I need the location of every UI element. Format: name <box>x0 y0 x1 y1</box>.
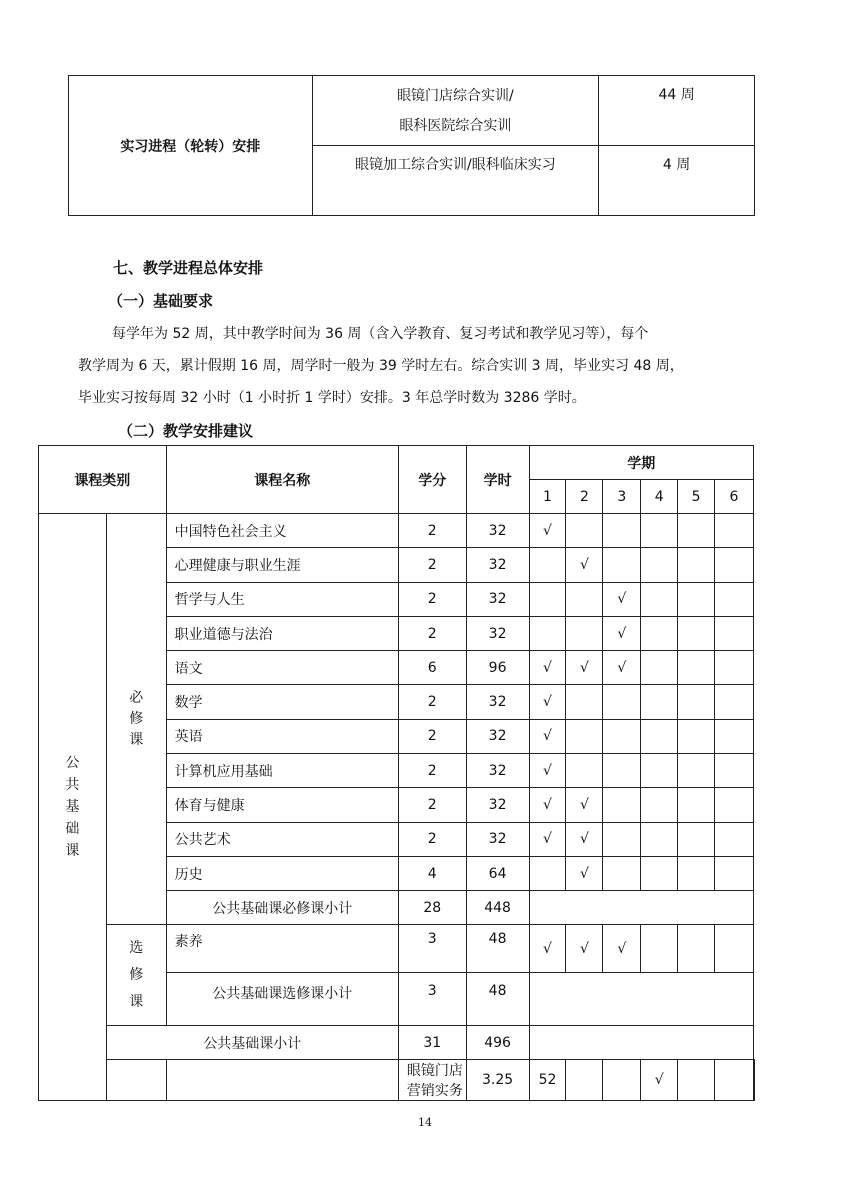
term-mark <box>715 788 754 822</box>
course-credit: 2 <box>398 685 466 719</box>
course-hours: 32 <box>466 514 529 548</box>
elective-subtotal-name: 公共基础课选修课小计 <box>166 973 398 1026</box>
term-mark: √ <box>566 548 603 582</box>
course-hours: 64 <box>466 856 529 890</box>
course-name: 语文 <box>166 651 398 685</box>
required-subtotal-name: 公共基础课必修课小计 <box>166 891 398 925</box>
subtotal-row <box>39 1026 755 1060</box>
header-credit: 学分 <box>398 446 466 514</box>
header-course: 课程名称 <box>166 446 398 514</box>
group-subtotal-name: 公共基础课小计 <box>106 1026 398 1060</box>
term-mark: √ <box>603 582 641 616</box>
course-credit: 2 <box>398 548 466 582</box>
term-mark <box>641 719 678 753</box>
term-mark <box>715 548 754 582</box>
course-hours: 32 <box>466 788 529 822</box>
group-label-cell <box>39 514 107 1101</box>
term-mark <box>678 1060 715 1101</box>
term-mark <box>678 856 715 890</box>
course-name: 英语 <box>166 719 398 753</box>
page-number: 14 <box>418 1116 432 1129</box>
term-mark <box>603 788 641 822</box>
term-mark <box>715 822 754 856</box>
term-mark <box>566 616 603 650</box>
course-name: 眼镜门店营销实务 <box>398 1060 466 1101</box>
elective-subtotal-credit: 3 <box>398 973 466 1026</box>
term-mark <box>715 856 754 890</box>
header-term: 3 <box>603 480 641 514</box>
rotation-row1-weeks: 44 周 <box>599 76 755 146</box>
header-term: 6 <box>715 480 754 514</box>
rotation-row1-line2: 眼科医院综合实训 <box>399 117 512 134</box>
empty-cell <box>529 1026 753 1060</box>
term-mark <box>566 582 603 616</box>
paragraph-line-3: 毕业实习按每周 32 小时（1 小时折 1 学时）安排。3 年总学时数为 3286 学时。 <box>78 390 586 406</box>
term-mark <box>678 651 715 685</box>
course-hours: 32 <box>466 754 529 788</box>
term-mark <box>715 754 754 788</box>
course-hours: 32 <box>466 582 529 616</box>
term-mark <box>715 1060 754 1101</box>
term-mark <box>566 514 603 548</box>
required-subtotal-credit: 28 <box>398 891 466 925</box>
course-hours: 32 <box>466 548 529 582</box>
term-mark: √ <box>603 651 641 685</box>
term-mark <box>603 548 641 582</box>
term-mark <box>678 788 715 822</box>
term-mark <box>603 856 641 890</box>
term-mark <box>603 1060 641 1101</box>
term-mark <box>715 651 754 685</box>
elective-label-cell <box>106 925 166 1026</box>
term-mark <box>566 685 603 719</box>
term-mark <box>603 685 641 719</box>
empty-cell <box>166 1060 398 1101</box>
course-name: 数学 <box>166 685 398 719</box>
empty-cell <box>529 891 753 925</box>
term-mark <box>641 582 678 616</box>
term-mark <box>566 1060 603 1101</box>
course-credit: 3.25 <box>466 1060 529 1101</box>
course-hours: 32 <box>466 685 529 719</box>
term-mark <box>641 685 678 719</box>
header-term: 4 <box>641 480 678 514</box>
term-mark <box>529 548 566 582</box>
term-mark <box>678 514 715 548</box>
course-credit: 2 <box>398 514 466 548</box>
term-mark <box>678 582 715 616</box>
term-mark: √ <box>603 616 641 650</box>
course-credit: 2 <box>398 788 466 822</box>
term-mark <box>678 822 715 856</box>
paragraph-line-2: 教学周为 6 天，累计假期 16 周，周学时一般为 39 学时左右。综合实训 3 周，毕业实习 48 周， <box>78 358 684 374</box>
course-name: 计算机应用基础 <box>166 754 398 788</box>
required-subtotal-hours: 448 <box>466 891 529 925</box>
term-mark: √ <box>529 719 566 753</box>
term-mark <box>529 582 566 616</box>
course-hours: 48 <box>466 925 529 973</box>
term-mark <box>529 856 566 890</box>
term-mark <box>641 754 678 788</box>
term-mark <box>715 582 754 616</box>
term-mark <box>715 514 754 548</box>
table-row <box>39 514 755 548</box>
course-hours: 32 <box>466 616 529 650</box>
group-subtotal-hours: 496 <box>466 1026 529 1060</box>
course-credit: 2 <box>398 582 466 616</box>
rotation-row2-name: 眼镜加工综合实训/眼科临床实习 <box>312 146 599 216</box>
course-name: 职业道德与法治 <box>166 616 398 650</box>
term-mark <box>603 822 641 856</box>
term-mark: √ <box>566 822 603 856</box>
basic-requirements-paragraph <box>78 318 778 414</box>
course-name: 中国特色社会主义 <box>166 514 398 548</box>
term-mark: √ <box>529 822 566 856</box>
empty-cell <box>529 973 753 1026</box>
term-mark <box>641 548 678 582</box>
term-mark: √ <box>566 788 603 822</box>
course-credit: 2 <box>398 822 466 856</box>
term-mark <box>603 719 641 753</box>
term-mark <box>603 514 641 548</box>
rotation-table <box>68 75 755 216</box>
term-mark <box>678 548 715 582</box>
term-mark: √ <box>566 651 603 685</box>
term-mark: √ <box>603 925 641 973</box>
rotation-row2-weeks: 4 周 <box>599 146 755 216</box>
term-mark <box>678 754 715 788</box>
table-row <box>39 925 755 973</box>
term-mark <box>641 856 678 890</box>
course-hours: 96 <box>466 651 529 685</box>
term-mark: √ <box>566 925 603 973</box>
header-term: 5 <box>678 480 715 514</box>
header-hours: 学时 <box>466 446 529 514</box>
term-mark <box>678 925 715 973</box>
term-mark <box>715 685 754 719</box>
header-term: 2 <box>566 480 603 514</box>
course-credit: 2 <box>398 754 466 788</box>
elective-subtotal-hours: 48 <box>466 973 529 1026</box>
section-title: 七、教学进程总体安排 <box>113 259 264 277</box>
term-mark <box>641 822 678 856</box>
course-name: 素养 <box>166 925 398 973</box>
term-mark: √ <box>566 856 603 890</box>
course-name: 心理健康与职业生涯 <box>166 548 398 582</box>
term-mark <box>603 754 641 788</box>
term-mark <box>566 719 603 753</box>
course-hours: 32 <box>466 822 529 856</box>
rotation-row1-line1: 眼镜门店综合实训/ <box>397 87 514 104</box>
term-mark <box>754 1060 755 1101</box>
course-name: 公共艺术 <box>166 822 398 856</box>
term-mark <box>715 616 754 650</box>
header-category: 课程类别 <box>39 446 167 514</box>
group-label: 公共基础课 <box>65 755 80 860</box>
term-mark: √ <box>529 651 566 685</box>
term-mark <box>529 616 566 650</box>
course-hours: 32 <box>466 719 529 753</box>
term-mark: √ <box>641 1060 678 1101</box>
sub1-title: （一）基础要求 <box>108 292 214 310</box>
table-row <box>39 1060 755 1101</box>
sub2-title: （二）教学安排建议 <box>118 422 254 440</box>
course-hours: 52 <box>529 1060 566 1101</box>
term-mark <box>678 685 715 719</box>
term-mark <box>566 754 603 788</box>
paragraph-line-1: 每学年为 52 周，其中教学时间为 36 周（含入学教育、复习考试和教学见习等），每个 <box>112 326 649 342</box>
term-mark: √ <box>529 685 566 719</box>
course-name: 历史 <box>166 856 398 890</box>
rotation-label: 实习进程（轮转）安排 <box>69 76 313 216</box>
course-credit: 2 <box>398 719 466 753</box>
term-mark <box>678 616 715 650</box>
header-semester: 学期 <box>529 446 753 480</box>
term-mark <box>641 514 678 548</box>
required-label: 必修课 <box>129 689 144 748</box>
elective-label: 选修课 <box>129 939 144 1010</box>
header-term: 1 <box>529 480 566 514</box>
course-credit: 2 <box>398 616 466 650</box>
term-mark <box>678 719 715 753</box>
course-credit: 4 <box>398 856 466 890</box>
term-mark <box>641 616 678 650</box>
term-mark: √ <box>529 754 566 788</box>
empty-cell <box>106 1060 166 1101</box>
course-name: 体育与健康 <box>166 788 398 822</box>
course-name: 哲学与人生 <box>166 582 398 616</box>
required-label-cell <box>106 514 166 925</box>
term-mark <box>641 925 678 973</box>
group-subtotal-credit: 31 <box>398 1026 466 1060</box>
term-mark: √ <box>529 788 566 822</box>
term-mark <box>641 651 678 685</box>
term-mark <box>715 925 754 973</box>
term-mark: √ <box>529 925 566 973</box>
term-mark <box>715 719 754 753</box>
course-credit: 6 <box>398 651 466 685</box>
teaching-schedule-table <box>38 445 755 1101</box>
term-mark: √ <box>529 514 566 548</box>
rotation-row1-name <box>312 76 599 146</box>
term-mark <box>641 788 678 822</box>
course-credit: 3 <box>398 925 466 973</box>
